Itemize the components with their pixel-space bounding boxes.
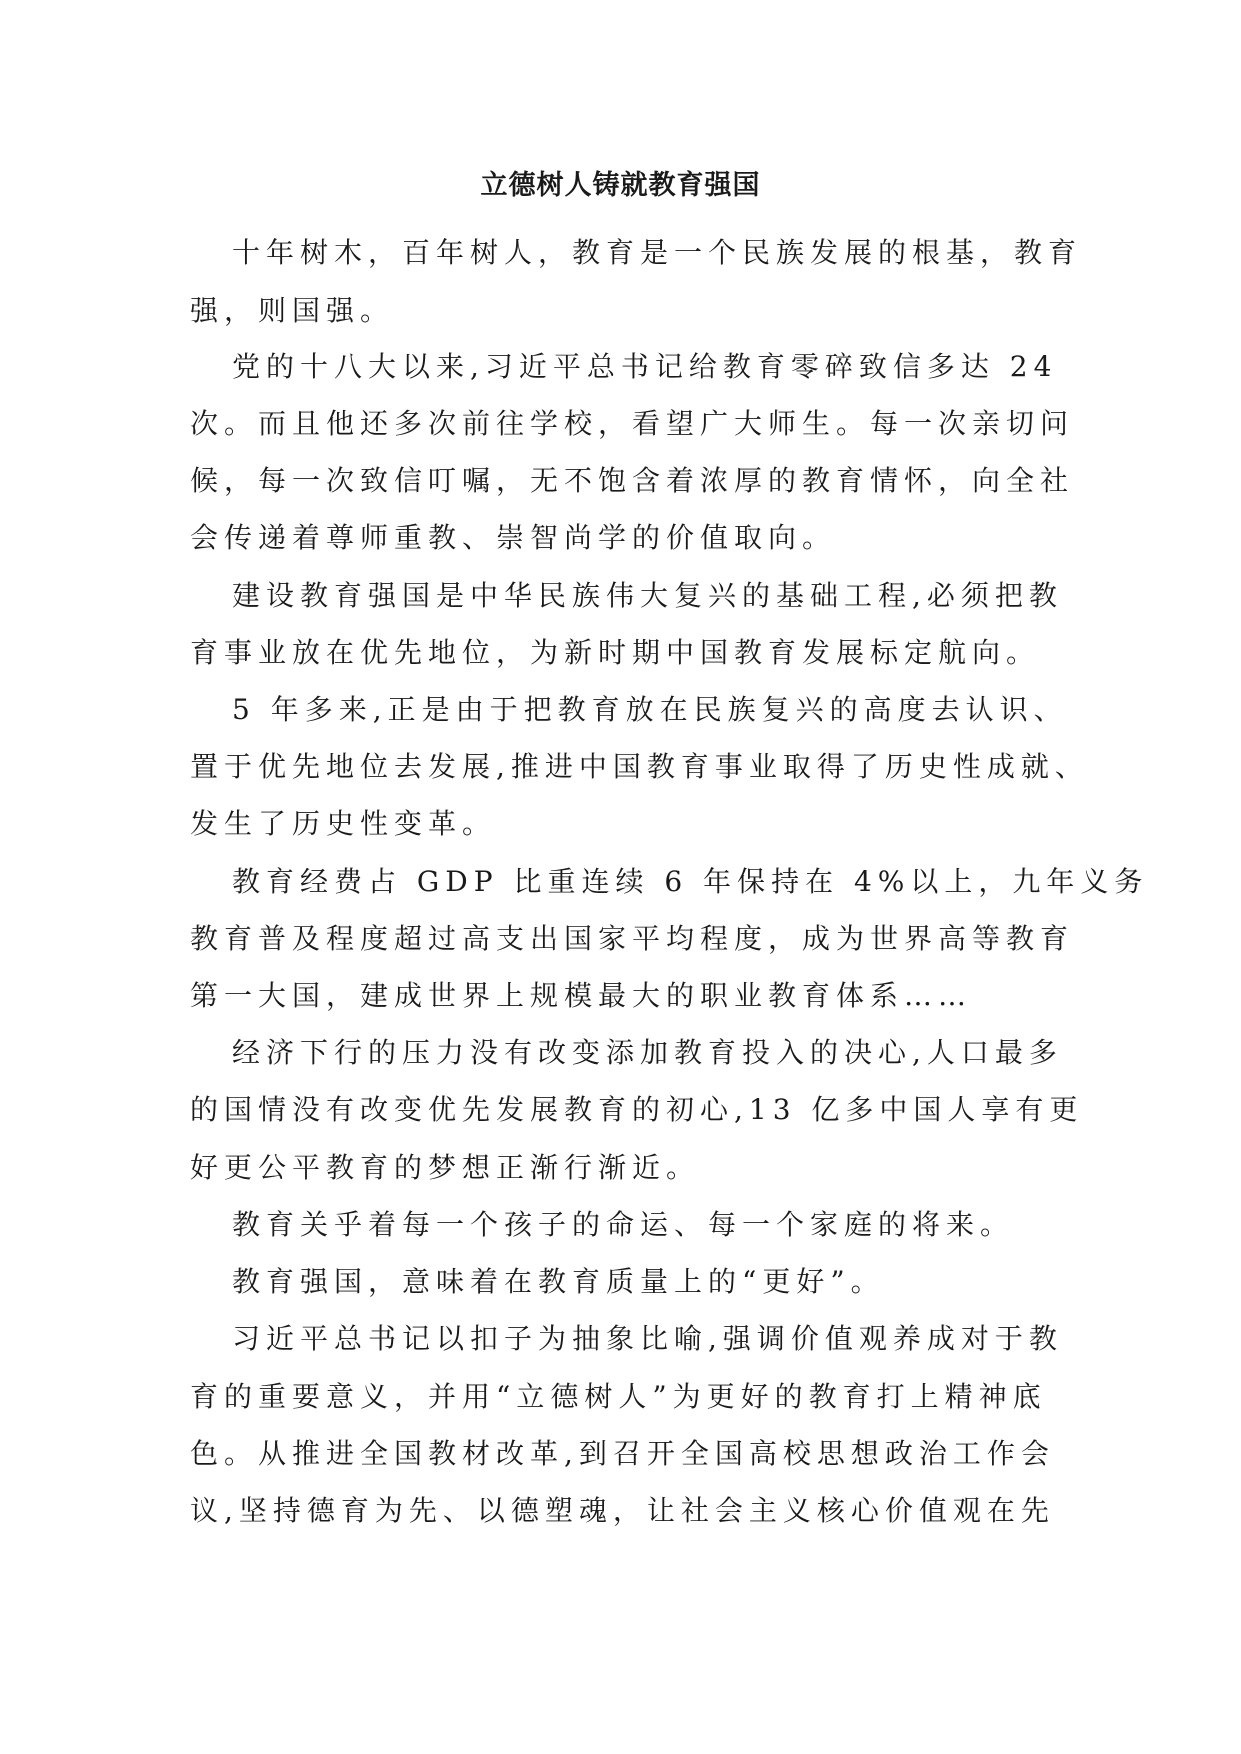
text-line: 色。从推进全国教材改革,到召开全国高校思想政治工作会: [190, 1437, 1055, 1470]
text-line: 习近平总书记以扣子为抽象比喻,强调价值观养成对于教: [232, 1322, 1063, 1355]
text-line: 议,坚持德育为先、以德塑魂，让社会主义核心价值观在先: [190, 1494, 1055, 1527]
text-line: 候，每一次致信叮嘱，无不饱含着浓厚的教育情怀，向全社: [190, 464, 1075, 497]
text-line: 党的十八大以来,习近平总书记给教育零碎致信多达 24: [232, 350, 1058, 383]
text-line: 会传递着尊师重教、崇智尚学的价值取向。: [190, 521, 837, 554]
text-line: 建设教育强国是中华民族伟大复兴的基础工程,必须把教: [232, 579, 1063, 612]
text-line: 教育强国，意味着在教育质量上的“更好”。: [232, 1265, 885, 1298]
text-line: 育的重要意义，并用“立德树人”为更好的教育打上精神底: [190, 1380, 1047, 1413]
document-title: 立德树人铸就教育强国: [480, 170, 761, 201]
text-line: 十年树木，百年树人，教育是一个民族发展的根基，教育: [232, 236, 1083, 269]
text-line: 发生了历史性变革。: [190, 807, 497, 840]
text-line: 教育关乎着每一个孩子的命运、每一个家庭的将来。: [232, 1208, 1015, 1241]
text-line: 次。而且他还多次前往学校，看望广大师生。每一次亲切问: [190, 407, 1075, 440]
text-line: 第一大国，建成世界上规模最大的职业教育体系……: [190, 979, 973, 1012]
text-line: 教育经费占 GDP 比重连续 6 年保持在 4%以上，九年义务: [232, 865, 1149, 898]
text-line: 的国情没有改变优先发展教育的初心,13 亿多中国人享有更: [190, 1093, 1084, 1126]
text-line: 5 年多来,正是由于把教育放在民族复兴的高度去认识、: [232, 693, 1068, 726]
text-line: 强，则国强。: [190, 294, 395, 327]
text-line: 经济下行的压力没有改变添加教育投入的决心,人口最多: [232, 1036, 1063, 1069]
text-line: 育事业放在优先地位，为新时期中国教育发展标定航向。: [190, 636, 1041, 669]
text-line: 教育普及程度超过高支出国家平均程度，成为世界高等教育: [190, 922, 1075, 955]
text-line: 好更公平教育的梦想正渐行渐近。: [190, 1151, 701, 1184]
text-line: 置于优先地位去发展,推进中国教育事业取得了历史性成就、: [190, 750, 1089, 783]
